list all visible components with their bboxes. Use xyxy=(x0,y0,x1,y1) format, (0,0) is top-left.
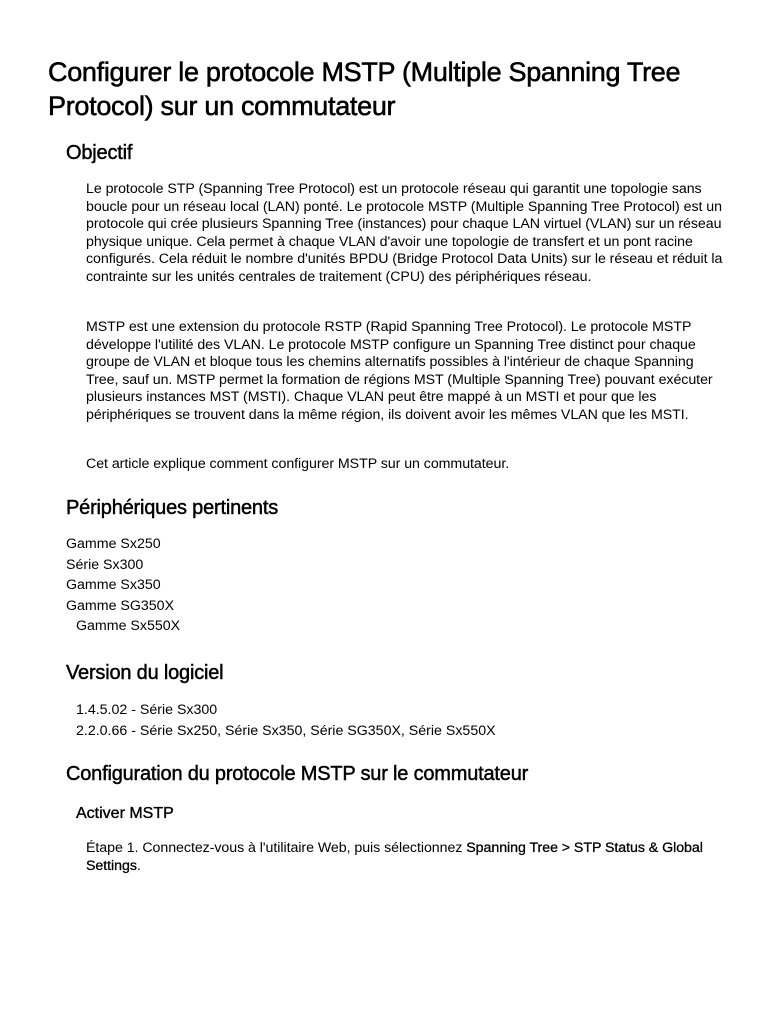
devices-list-last-item: Gamme Sx550X xyxy=(76,618,181,634)
step-1-end: . xyxy=(136,857,141,874)
heading-objectif: Objectif xyxy=(66,142,133,164)
page-title: Configurer le protocole MSTP (Multiple Spanning Tree Protocol) sur un commutateur xyxy=(48,57,681,121)
subheading-activer-mstp: Activer MSTP xyxy=(76,805,174,822)
software-list xyxy=(76,700,496,741)
devices-list xyxy=(66,534,174,616)
list-item: Série Sx300 xyxy=(66,556,144,573)
heading-version-logiciel: Version du logiciel xyxy=(66,662,224,684)
heading-peripheriques: Périphériques pertinents xyxy=(66,497,278,519)
objective-paragraph-1: Le protocole STP (Spanning Tree Protocol) est un protocole réseau qui garantit une topologie sans boucle pour un réseau local (LAN) ponté. Le protocole MSTP (Multiple Spanning Tree Protocol) est un protocole qui crée plusieurs Spanning Tree (instances) pour chaque LAN virtuel (VLAN) sur un réseau physique unique. Cela permet à chaque VLAN d'avoir une topologie de transfert et un pont racine configurés. Cela réduit le nombre d'unités BPDU (Bridge Protocol Data Units) sur le réseau et réduit la contrainte sur les unités centrales de traitement (CPU) des périphériques réseau. xyxy=(86,181,723,285)
objective-paragraph-3: Cet article explique comment configurer MSTP sur un commutateur. xyxy=(86,456,510,472)
step-1-text: Étape 1. Connectez-vous à l'utilitaire Web, puis sélectionnez xyxy=(86,840,467,856)
list-item: 1.4.5.02 - Série Sx300 xyxy=(76,702,218,718)
objective-paragraph-2: MSTP est une extension du protocole RSTP (Rapid Spanning Tree Protocol). Le protocole MSTP développe l'utilité des VLAN. Le protocole MSTP configure un Spanning Tree distinct pour chaque groupe de VLAN et bloque tous les chemins alternatifs possibles à l'intérieur de chaque Spanning Tree, sauf un. MSTP permet la formation de régions MST (Multiple Spanning Tree) pouvant exécuter plusieurs instances MST (MSTI). Chaque VLAN peut être mappé à un MSTI et pour que les périphériques se trouvent dans la même région, ils doivent avoir les mêmes VLAN que les MSTI. xyxy=(86,319,713,423)
list-item: 2.2.0.66 - Série Sx250, Série Sx350, Série SG350X, Série Sx550X xyxy=(76,722,496,739)
list-item: Gamme SG350X xyxy=(66,597,175,614)
menu-path-spanning-tree: Spanning Tree > STP Status & Global Settings xyxy=(86,840,703,874)
step-1-paragraph xyxy=(86,840,726,875)
list-item: Gamme Sx350 xyxy=(66,577,161,593)
list-item: Gamme Sx250 xyxy=(66,536,161,552)
heading-configuration: Configuration du protocole MSTP sur le commutateur xyxy=(66,763,529,785)
